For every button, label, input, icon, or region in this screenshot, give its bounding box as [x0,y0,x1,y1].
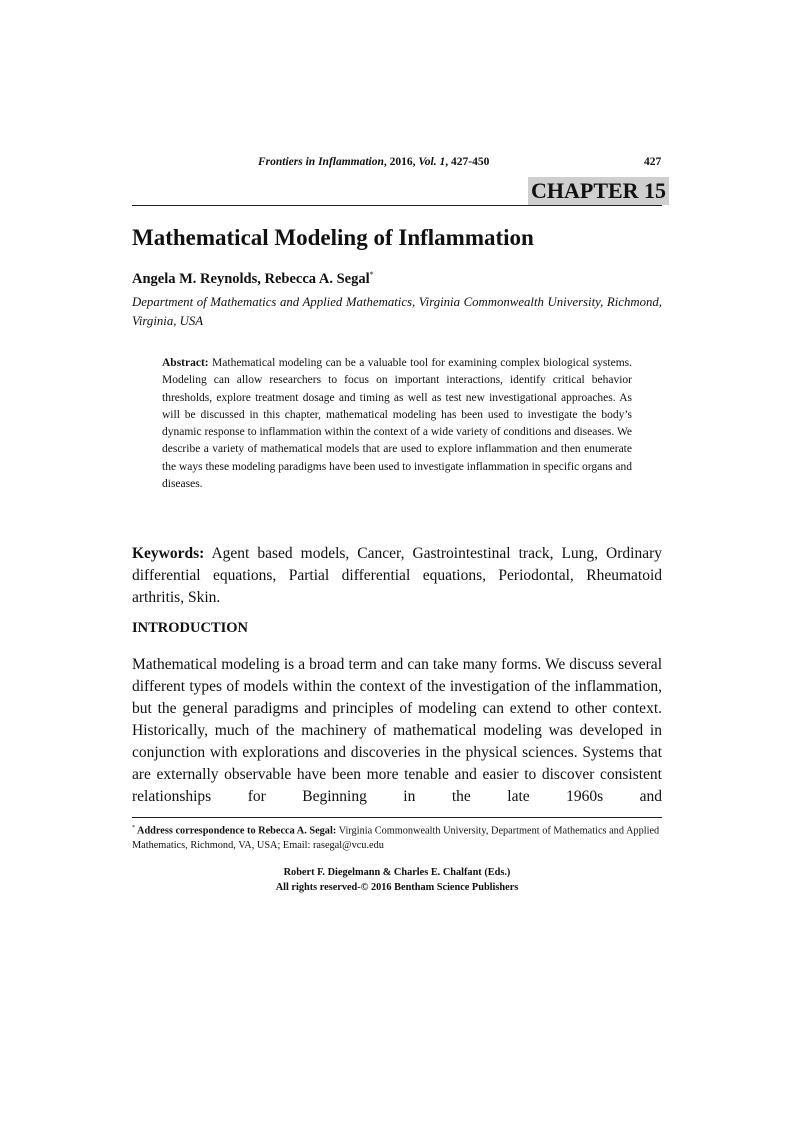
authors: Angela M. Reynolds, Rebecca A. Segal [132,270,370,287]
abstract-label: Abstract: [162,357,209,369]
header-divider [132,205,662,206]
section-heading: INTRODUCTION [132,620,249,636]
chapter-title: Mathematical Modeling of Inflammation [132,225,534,250]
introduction-paragraph: Mathematical modeling is a broad term and can take many forms. We discuss several different types of models within the context of the investigation of the inflammation, but the general paradigms and principles of modeling can extend to other context. Historically, much of the machinery of mathematical modeling was developed in conjunction with explorations and discoveries in the physical sciences. Systems that are externally observable have been more tenable and easier to discover consistent relationships for Beginning in the late 1960s and [132,656,662,805]
publisher-info [132,865,662,895]
affiliation: Department of Mathematics and Applied Mathematics, Virginia Commonwealth University, Richmond, Virginia, USA [132,295,662,328]
footnote [132,821,662,853]
journal-volume: Vol. 1 [418,156,446,168]
footnote-divider [132,817,662,818]
footnote-text: Virginia Commonwealth University, Department of Mathematics and Applied Mathematics, Richmond, VA, USA; Email: rasegal@vcu.edu [132,825,660,852]
journal-name: Frontiers in Inflammation [258,156,384,168]
footnote-label: Address correspondence to Rebecca A. Segal: [135,825,337,837]
footnote-marker: * [132,825,135,831]
keywords [132,543,662,609]
abstract [162,355,632,493]
page-number: 427 [644,156,662,168]
journal-year: , 2016, [383,156,419,168]
journal-pages: , 427-450 [445,156,490,168]
keywords-label: Keywords: [132,545,205,562]
keywords-text: Agent based models, Cancer, Gastrointestinal track, Lung, Ordinary differential equations, Partial differential equations, Periodontal, Rheumatoid arthritis, Skin. [132,545,662,606]
abstract-text: Mathematical modeling can be a valuable tool for examining complex biological systems. Modeling can allow researchers to focus on important interactions, identify critical behavior thresholds, explore treatment dosage and timing as well as test new investigational approaches. As will be discussed in this chapter, mathematical modeling has been used to investigate the body’s dynamic response to inflammation within the context of a wide variety of conditions and diseases. We describe a variety of mathematical models that are used to explore inflammation and then enumerate the ways these modeling paradigms have been used to investigate inflammation in specific organs and diseases. [162,357,632,491]
rights-line: All rights reserved-© 2016 Bentham Science Publishers [275,882,519,893]
editors-line: Robert F. Diegelmann & Charles E. Chalfant (Eds.) [283,867,511,878]
author-footnote-marker: * [369,270,374,279]
author-line [132,270,374,288]
chapter-label: CHAPTER 15 [528,177,669,205]
running-head [258,156,489,168]
